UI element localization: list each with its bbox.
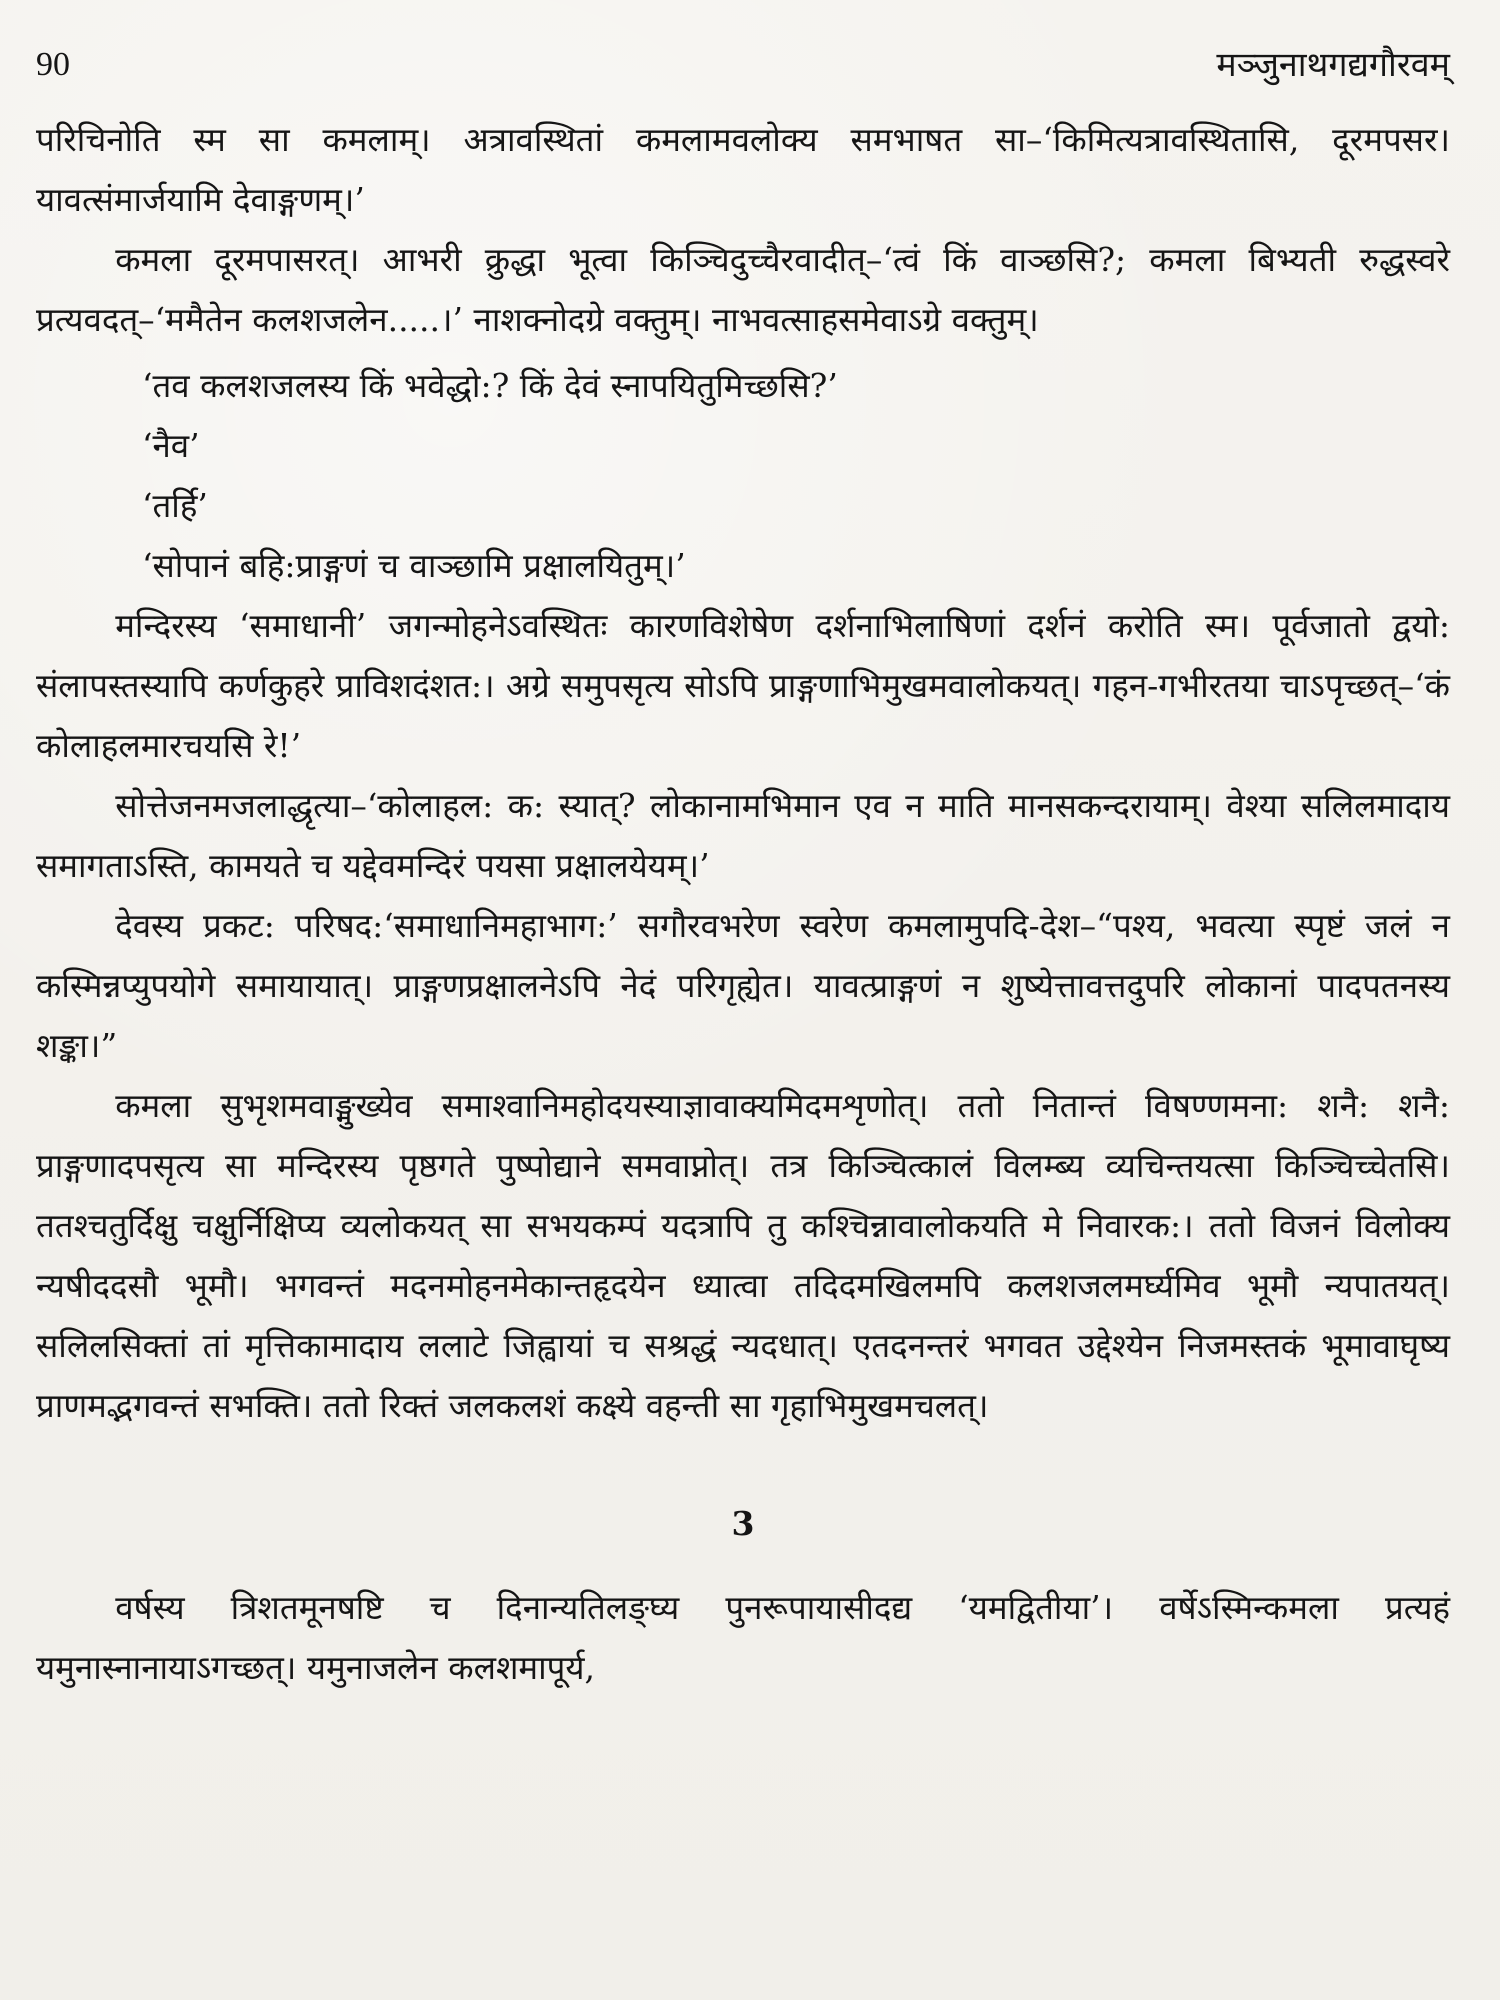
paragraph-3: मन्दिरस्य ‘समाधानी’ जगन्मोहनेऽवस्थितः कारणविशेषेण दर्शनाभिलाषिणां दर्शनं करोति स्म। पूर्वजातो द्वयो: संलापस्तस्यापि कर्णकुहरे प्राविशदंशत:। अग्रे समुपसृत्य सोऽपि प्राङ्गणाभिमुखमवालोकयत्। गहन-गभीरतया चाऽपृच्छत्–‘कं कोलाहलमारचयसि रे!’ — [36, 606, 1450, 765]
dialogue-line-1: ‘तव कलशजलस्य किं भवेद्धो:? किं देवं स्नापयितुमिच्छसि?’ — [142, 366, 838, 405]
running-head — [36, 36, 1450, 94]
book-title: मञ्जुनाथगद्यगौरवम् — [1216, 45, 1450, 85]
paragraph-5: देवस्य प्रकट: परिषद:‘समाधानिमहाभाग:’ सगौरवभरेण स्वरेण कमलामुपदि-देश–“पश्य, भवत्या स्पृष्टं जलं न कस्मिन्नप्युपयोगे समायायात्। प्राङ्गणप्रक्षालनेऽपि नेदं परिगृह्येत। यावत्प्राङ्गणं न शुष्येत्तावत्तदुपरि लोकानां पादपतनस्य शङ्का।” — [36, 906, 1450, 1065]
dialogue-line-4: ‘सोपानं बहि:प्राङ्गणं च वाञ्छामि प्रक्षालयितुम्।’ — [142, 546, 686, 585]
page-number: 90 — [36, 46, 70, 83]
dialogue-line-2: ‘नैव’ — [142, 426, 200, 465]
section-paragraph-1: वर्षस्य त्रिशतमूनषष्टि च दिनान्यतिलङ्घ्य पुनरूपायासीदद्य ‘यमद्वितीया’। वर्षेऽस्मिन्कमला प्रत्यहं यमुनास्नानायाऽगच्छत्। यमुनाजलेन कलशमापूर्य, — [36, 1588, 1450, 1687]
dialogue-line-3: ‘तर्हि’ — [142, 486, 208, 525]
paragraph-4: सोत्तेजनमजलाद्धृत्या–‘कोलाहल: क: स्यात्? लोकानामभिमान एव न माति मानसकन्दरायाम्। वेश्या सलिलमादाय समागताऽस्ति, कामयते च यद्देवमन्दिरं पयसा प्रक्षालयेयम्।’ — [36, 786, 1450, 885]
paragraph-1: परिचिनोति स्म सा कमलाम्। अत्रावस्थितां कमलामवलोक्य समभाषत सा–‘किमित्यत्रावस्थितासि, दूरमपसर। यावत्संमार्जयामि देवाङ्गणम्।’ — [36, 120, 1450, 219]
section-number: 3 — [731, 1504, 755, 1543]
paragraph-6: कमला सुभृशमवाङ्मुख्येव समाश्वानिमहोदयस्याज्ञावाक्यमिदमशृणोत्। ततो नितान्तं विषण्णमना: शनै: शनै: प्राङ्गणादपसृत्य सा मन्दिरस्य पृष्ठगते पुष्पोद्याने समवाप्नोत्। तत्र किञ्चित्कालं विलम्ब्य व्यचिन्तयत्सा किञ्चिच्चेतसि। ततश्चतुर्दिक्षु चक्षुर्निक्षिप्य व्यलोकयत् सा सभयकम्पं यदत्रापि तु कश्चिन्नावालोकयति मे निवारक:। ततो विजनं विलोक्य न्यषीददसौ भूमौ। भगवन्तं मदनमोहनमेकान्तहृदयेन ध्यात्वा तदिदमखिलमपि कलशजलमर्घ्यमिव भूमौ न्यपातयत्। सलिलसिक्तां तां मृत्तिकामादाय ललाटे जिह्वायां च सश्रद्धं न्यदधात्। एतदनन्तरं भगवत उद्देश्येन निजमस्तकं भूमावाघृष्य प्राणमद्भगवन्तं सभक्ति। ततो रिक्तं जलकलशं कक्ष्ये वहन्ती सा गृहाभिमुखमचलत्। — [36, 1086, 1450, 1425]
page-content — [36, 110, 1450, 1698]
paragraph-2: कमला दूरमपासरत्। आभरी क्रुद्धा भूत्वा किञ्चिदुच्चैरवादीत्–‘त्वं किं वाञ्छसि?; कमला बिभ्यती रुद्धस्वरे प्रत्यवदत्–‘ममैतेन कलशजलेन.....।’ नाशक्नोदग्रे वक्तुम्। नाभवत्साहसमेवाऽग्रे वक्तुम्। — [36, 240, 1450, 339]
